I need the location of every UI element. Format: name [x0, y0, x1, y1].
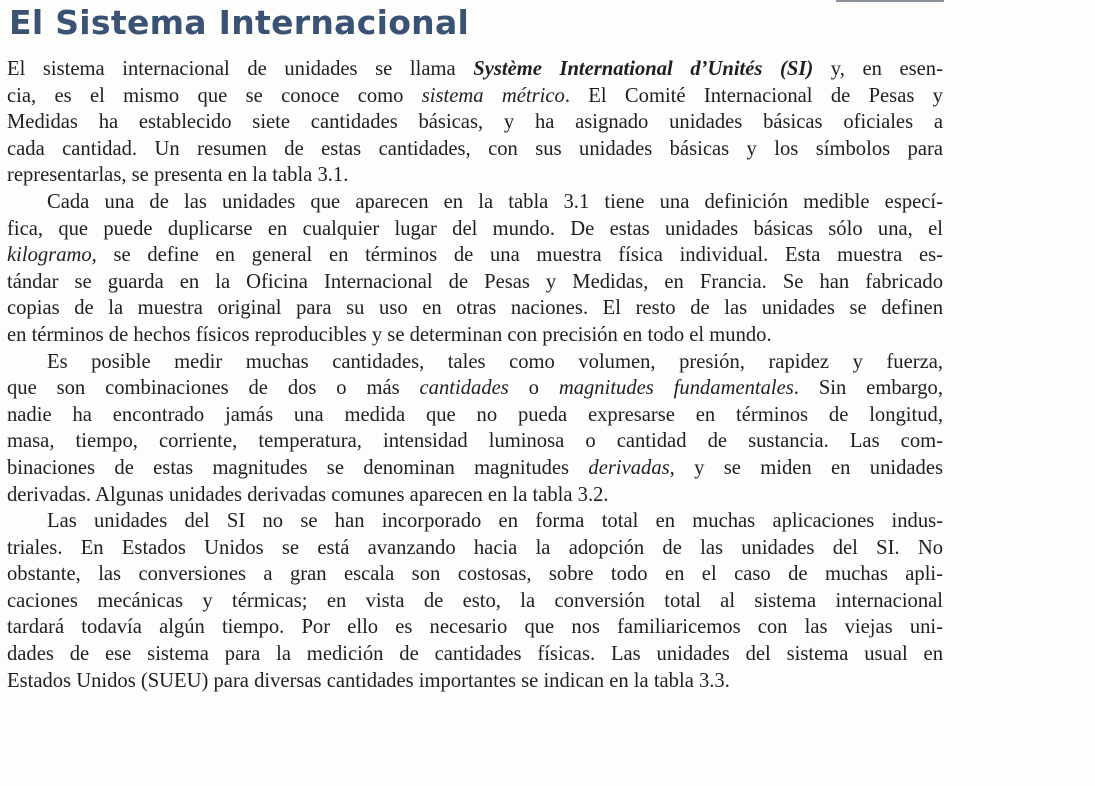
text-line — [7, 349, 943, 376]
text-run: Cada una de las unidades que aparecen en la tabla 3.1 tiene una definición medible especí- — [47, 190, 943, 213]
emphasis-run: kilogramo — [7, 244, 92, 267]
text-run: triales. En Estados Unidos se está avanzando hacia la adopción de las unidades del SI. No — [7, 536, 943, 559]
text-line — [7, 83, 943, 110]
text-line — [7, 588, 943, 615]
text-run: y, en esen- — [813, 58, 943, 80]
text-run: nadie ha encontrado jamás una medida que no pueda expresarse en términos de longitud, — [7, 403, 943, 426]
text-run: Las unidades del SI no se han incorporado en forma total en muchas aplicaciones indus- — [47, 510, 943, 533]
text-run: caciones mecánicas y térmicas; en vista de esto, la conversión total al sistema internacional — [7, 589, 943, 612]
text-run: . Sin embargo, — [793, 377, 944, 400]
text-run: binaciones de estas magnitudes se denominan magnitudes — [7, 456, 589, 479]
text-run: El sistema internacional de unidades se llama — [7, 58, 474, 80]
text-run: derivadas. Algunas unidades derivadas comunes aparecen en la tabla 3.2. — [7, 483, 609, 506]
top-rule — [836, 0, 944, 2]
text-line — [7, 216, 943, 243]
text-run: que son combinaciones de dos o más — [7, 377, 420, 400]
emphasis-run: sistema métrico — [421, 84, 565, 107]
text-run: en términos de hechos físicos reproducibles y se determinan con precisión en todo el mundo. — [7, 323, 772, 346]
paragraph-1 — [7, 56, 943, 189]
text-line — [7, 641, 943, 668]
text-line — [7, 109, 943, 136]
text-line — [7, 535, 943, 562]
text-line — [7, 428, 943, 455]
text-line — [7, 189, 943, 216]
text-run: representarlas, se presenta en la tabla 3.1. — [7, 164, 349, 187]
text-run: , se define en general en términos de una muestra física individual. Esta muestra es- — [91, 244, 943, 267]
text-line — [7, 136, 943, 163]
text-run: Estados Unidos (SUEU) para diversas cantidades importantes se indican en la tabla 3.3. — [7, 669, 730, 692]
text-run: o — [508, 377, 559, 400]
text-line — [7, 322, 943, 349]
text-line — [7, 614, 943, 641]
section-title: El Sistema Internacional — [9, 3, 470, 42]
text-run: dades de ese sistema para la medición de cantidades físicas. Las unidades del sistema usual en — [7, 643, 943, 666]
text-run: obstante, las conversiones a gran escala son costosas, sobre todo en el caso de muchas apli- — [7, 563, 943, 586]
text-line — [7, 561, 943, 588]
text-run: masa, tiempo, corriente, temperatura, intensidad luminosa o cantidad de sustancia. Las com- — [7, 430, 943, 453]
emphasis-run: cantidades — [419, 377, 509, 400]
text-run: cada cantidad. Un resumen de estas cantidades, con sus unidades básicas y los símbolos para — [7, 137, 943, 160]
paragraph-2 — [7, 189, 943, 349]
body-text — [7, 56, 943, 694]
text-run: tardará todavía algún tiempo. Por ello es necesario que nos familiaricemos con las viejas uni- — [7, 616, 943, 639]
text-line — [7, 56, 943, 83]
text-line — [7, 375, 943, 402]
text-line — [7, 269, 943, 296]
emphasis-run: Système International d’Unités (SI) — [473, 58, 814, 80]
text-line — [7, 455, 943, 482]
emphasis-run: derivadas — [588, 456, 670, 479]
paragraph-4 — [7, 508, 943, 694]
text-run: . El Comité Internacional de Pesas y — [564, 84, 943, 107]
text-line — [7, 482, 943, 509]
text-line — [7, 162, 943, 189]
text-run: , y se miden en unidades — [669, 456, 943, 479]
text-line — [7, 402, 943, 429]
text-run: Es posible medir muchas cantidades, tales como volumen, presión, rapidez y fuerza, — [47, 350, 943, 373]
paragraph-3 — [7, 349, 943, 509]
text-run: copias de la muestra original para su uso en otras naciones. El resto de las unidades se definen — [7, 297, 943, 320]
text-line — [7, 668, 943, 695]
text-line — [7, 295, 943, 322]
text-run: Medidas ha establecido siete cantidades básicas, y ha asignado unidades básicas oficiales a — [7, 111, 943, 134]
text-run: cia, es el mismo que se conoce como — [7, 84, 422, 107]
text-line — [7, 242, 943, 269]
text-line — [7, 508, 943, 535]
text-run: fica, que puede duplicarse en cualquier lugar del mundo. De estas unidades básicas sólo una, el — [7, 217, 943, 240]
emphasis-run: magnitudes fundamentales — [558, 377, 794, 400]
text-run: tándar se guarda en la Oficina Internacional de Pesas y Medidas, en Francia. Se han fabricado — [7, 270, 943, 293]
